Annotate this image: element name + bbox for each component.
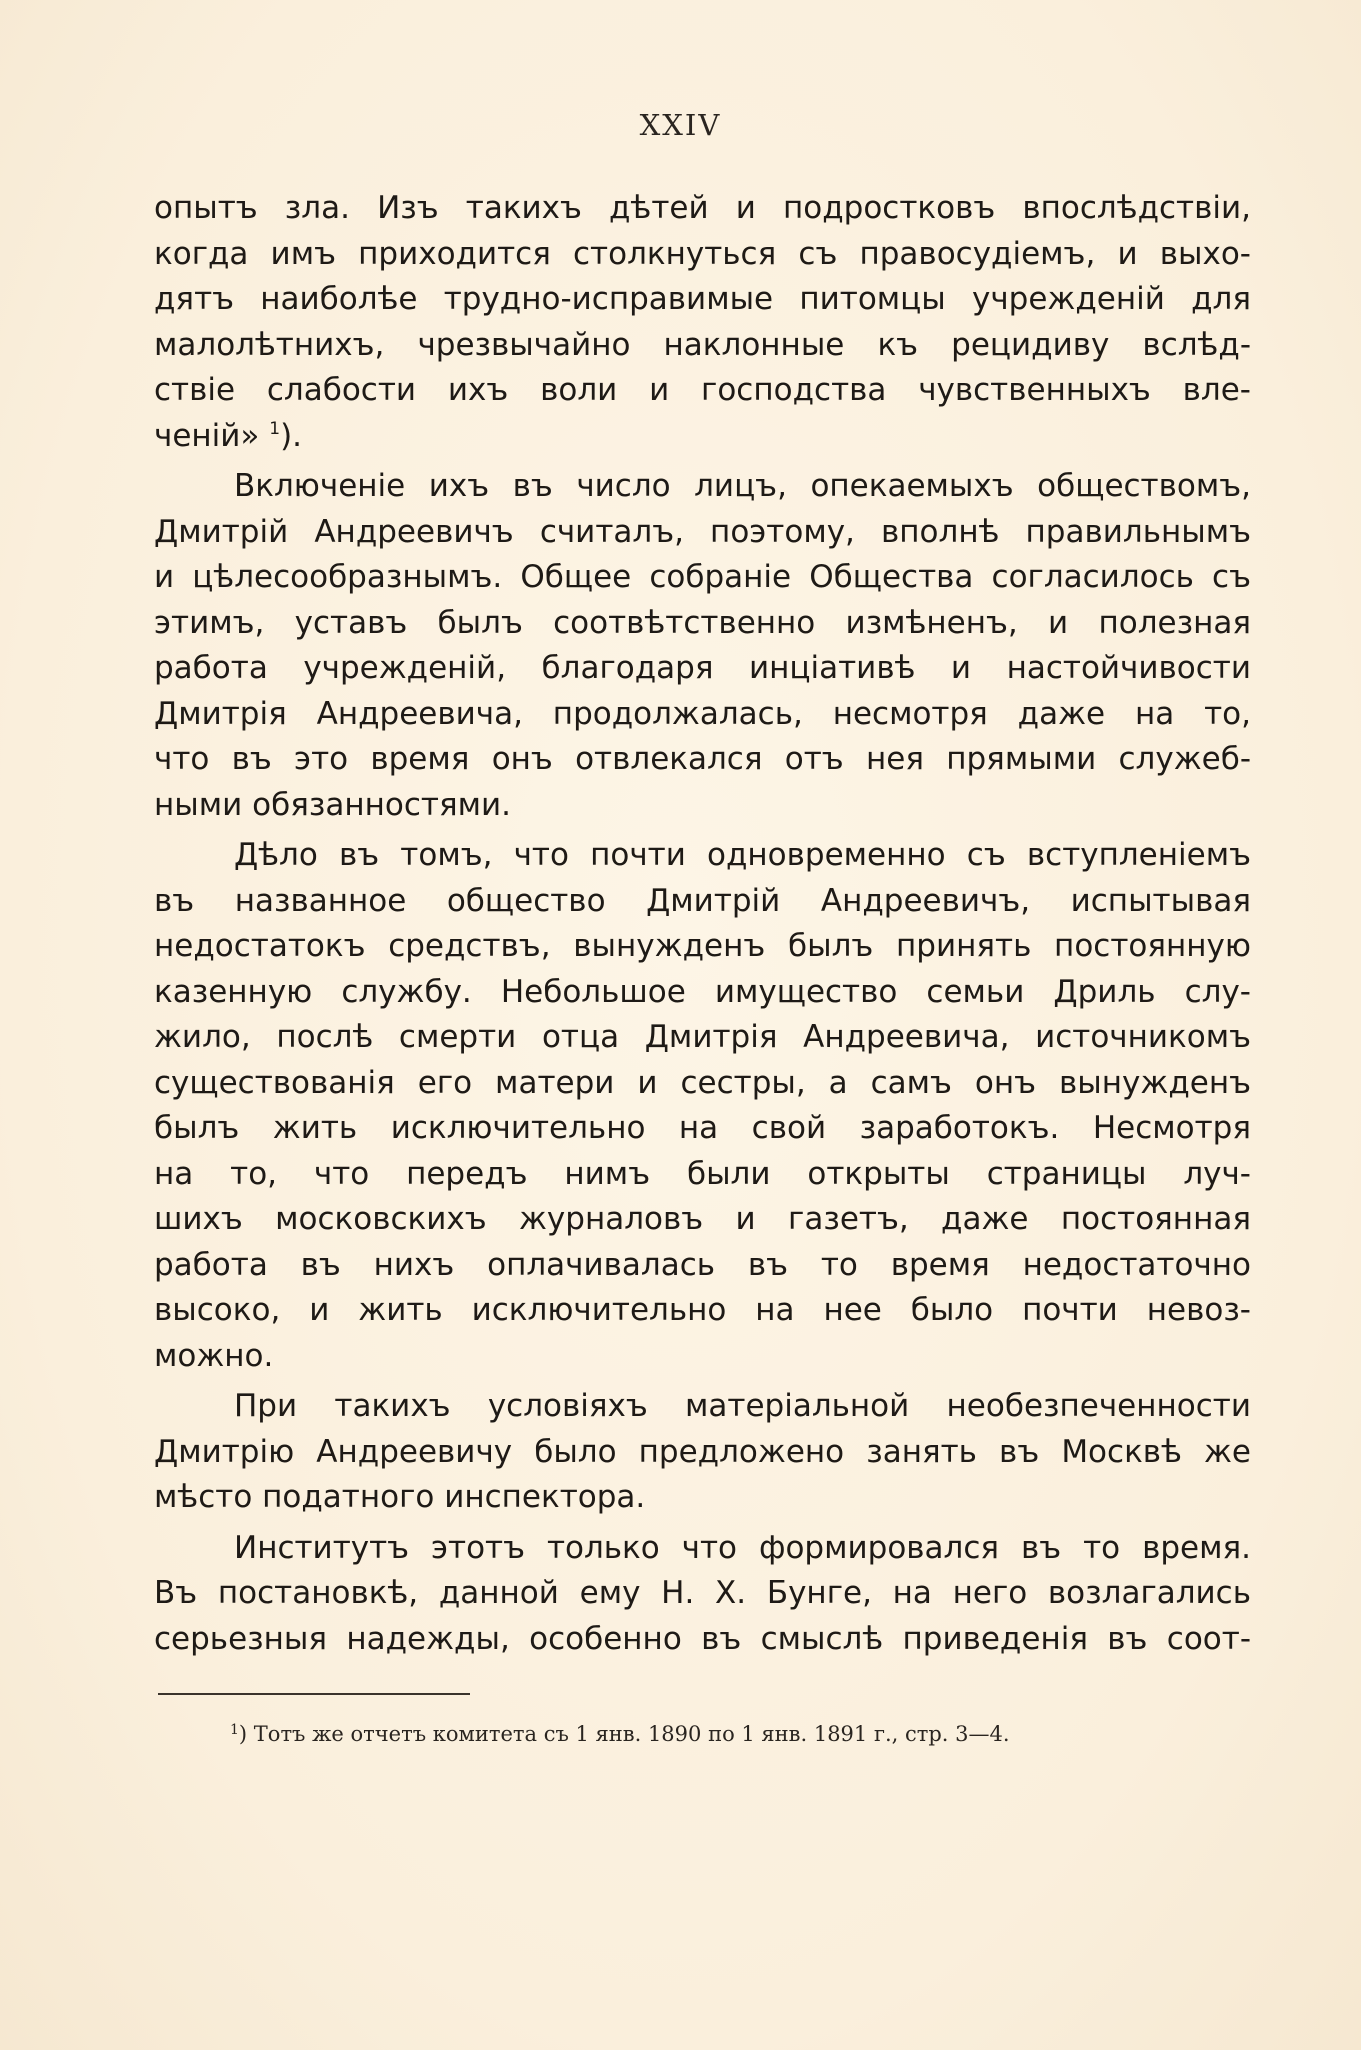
text-fragment: ченій»	[154, 417, 260, 454]
paragraph-5	[154, 1526, 1251, 1663]
text-line: работа въ нихъ оплачивалась въ то время недостаточно	[154, 1246, 1251, 1283]
text-line: можно.	[154, 1337, 274, 1374]
text-line: что въ это время онъ отвлекался отъ нея прямыми служеб-	[154, 741, 1251, 777]
footnote	[230, 1722, 1190, 1746]
text-line: малолѣтнихъ, чрезвычайно наклонные къ рецидиву вслѣд-	[154, 326, 1251, 363]
text-line: этимъ, уставъ былъ соотвѣтственно измѣненъ, и полезная	[154, 604, 1251, 641]
text-line: ствіе слабости ихъ воли и господства чувственныхъ вле-	[154, 372, 1251, 408]
text-line: на то, что передъ нимъ были открыты страницы луч-	[154, 1155, 1251, 1192]
paragraph-3	[154, 833, 1251, 1379]
text-line: казенную службу. Небольшое имущество семьи Дриль слу-	[154, 973, 1251, 1010]
text-line: Дмитрія Андреевича, продолжалась, несмотря даже на то,	[154, 695, 1251, 732]
text-line: существованія его матери и сестры, а самъ онъ вынужденъ	[154, 1064, 1251, 1101]
paragraph-1	[154, 186, 1251, 459]
text-line: серьезныя надежды, особенно въ смыслѣ приведенія въ соот-	[154, 1620, 1251, 1657]
text-line: Дѣло въ томъ, что почти одновременно съ вступленіемъ	[234, 837, 1251, 873]
text-line: мѣсто податного инспектора.	[154, 1479, 646, 1515]
text-line-with-footnote	[154, 414, 1251, 460]
footnote-divider	[158, 1693, 470, 1695]
body-text	[154, 186, 1251, 1662]
text-line: При такихъ условіяхъ матеріальной необезпеченности	[234, 1388, 1251, 1424]
paragraph-2	[154, 464, 1251, 828]
text-line: ными обязанностями.	[154, 786, 511, 823]
text-line: былъ жить исключительно на свой заработокъ. Несмотря	[154, 1110, 1251, 1146]
footnote-text: ) Тотъ же отчетъ комитета съ 1 янв. 1890 по 1 янв. 1891 г., стр. 3—4.	[238, 1722, 1010, 1746]
footnote-reference: 1	[269, 418, 281, 439]
text-line: шихъ московскихъ журналовъ и газетъ, даже постоянная	[154, 1201, 1251, 1237]
text-line: недостатокъ средствъ, вынужденъ былъ принять постоянную	[154, 928, 1251, 964]
text-line: Институтъ этотъ только что формировался въ то время.	[234, 1529, 1251, 1566]
text-line: въ названное общество Дмитрій Андреевичъ, испытывая	[154, 882, 1251, 919]
page-number: XXIV	[639, 108, 722, 142]
text-line: дятъ наиболѣе трудно-исправимые питомцы учрежденій для	[154, 281, 1251, 317]
text-line: жило, послѣ смерти отца Дмитрія Андреевича, источникомъ	[154, 1019, 1251, 1055]
text-line: и цѣлесообразнымъ. Общее собраніе Общества согласилось съ	[154, 559, 1251, 595]
text-fragment: ).	[280, 417, 303, 454]
paragraph-4	[154, 1384, 1251, 1521]
text-line: опытъ зла. Изъ такихъ дѣтей и подростковъ впослѣдствіи,	[154, 190, 1251, 226]
text-line: когда имъ приходится столкнуться съ правосудіемъ, и выхо-	[154, 235, 1251, 272]
text-line: Дмитрій Андреевичъ считалъ, поэтому, вполнѣ правильнымъ	[154, 513, 1251, 550]
text-line: Дмитрію Андреевичу было предложено занять въ Москвѣ же	[154, 1433, 1251, 1470]
text-line: высоко, и жить исключительно на нее было почти невоз-	[154, 1292, 1251, 1328]
text-line: работа учрежденій, благодаря инціативѣ и настойчивости	[154, 650, 1251, 686]
text-line: Включеніе ихъ въ число лицъ, опекаемыхъ обществомъ,	[234, 468, 1251, 504]
footnote-mark: 1	[230, 1722, 239, 1738]
text-line: Въ постановкѣ, данной ему Н. Х. Бунге, на него возлагались	[154, 1575, 1251, 1611]
